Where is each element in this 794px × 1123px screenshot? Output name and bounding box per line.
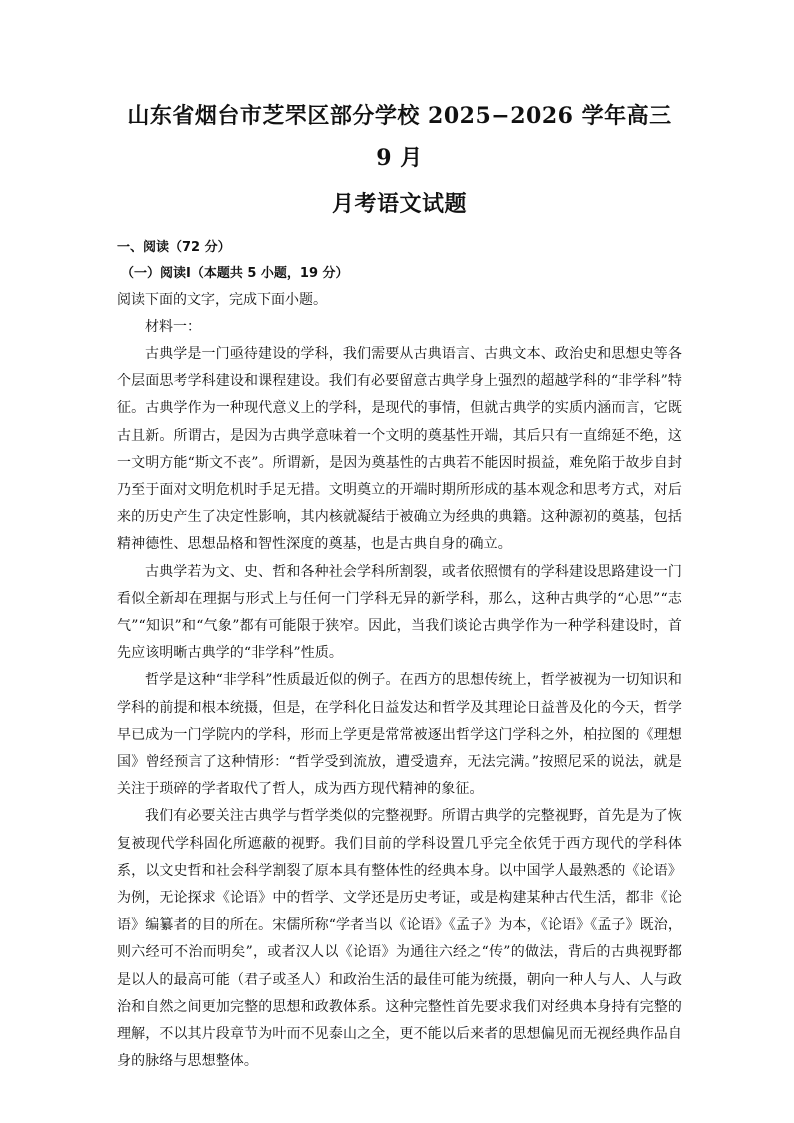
body-paragraph-1: 古典学是一门亟待建设的学科，我们需要从古典语言、古典文本、政治史和思想史等各个层面思考学科建设和课程建设。我们有必要留意古典学身上强烈的超越学科的“非学科”特征。古典学作为一种现代意义上的学科，是现代的事情，但就古典学的实质内涵而言，它既古且新。所谓古，是因为古典学意味着一个文明的奠基性开端，其后只有一直绵延不绝，这一文明方能“斯文不丧”。所谓新，是因为奠基性的古典若不能因时损益，难免陷于故步自封乃至于面对文明危机时手足无措。文明奠立的开端时期所形成的基本观念和思考方式，对后来的历史产生了决定性影响，其内核就凝结于被确立为经典的典籍。这种源初的奠基，包括精神德性、思想品格和智性深度的奠基，也是古典自身的确立。 [117, 346, 682, 553]
body-paragraph-2: 古典学若为文、史、哲和各种社会学科所割裂，或者依照惯有的学科建设思路建设一门看似全新却在理据与形式上与任何一门学科无异的新学科，那么，这种古典学的“心思”“志气”“知识”和“气象”都有可能限于狭窄。因此，当我们谈论古典学作为一种学科建设时，首先应该明晰古典学的“非学科”性质。 [117, 563, 682, 662]
document-title-line-1: 山东省烟台市芝罘区部分学校 2025−2026 学年高三 9 月 [127, 103, 672, 171]
section-heading: 一、阅读（72 分） [117, 240, 231, 255]
body-paragraph-3: 哲学是这种“非学科”性质最近似的例子。在西方的思想传统上，哲学被视为一切知识和学科的前提和根本统摄，但是，在学科化日益发达和哲学及其理论日益普及化的今天，哲学早已成为一门学院内的学科，形而上学更是常常被逐出哲学这门学科之外，柏拉图的《理想国》曾经预言了这种情形：“哲学受到流放，遭受遗弃，无法完满。”按照尼采的说法，就是关注于琐碎的学者取代了哲人，成为西方现代精神的象征。 [117, 672, 682, 798]
body-paragraph-4: 我们有必要关注古典学与哲学类似的完整视野。所谓古典学的完整视野，首先是为了恢复被现代学科固化所遮蔽的视野。我们目前的学科设置几乎完全依凭于西方现代的学科体系，以文史哲和社会科学割裂了原本具有整体性的经典本身。以中国学人最熟悉的《论语》为例，无论探求《论语》中的哲学、文学还是历史考证，或是构建某种古代生活，都非《论语》编纂者的目的所在。宋儒所称“学者当以《论语》《孟子》为本，《论语》《孟子》既治，则六经可不治而明矣”，或者汉人以《论语》为通往六经之“传”的做法，背后的古典视野都是以人的最高可能（君子或圣人）和政治生活的最佳可能为统摄，朝向一种人与人、人与政治和自然之间更加完整的思想和政教体系。这种完整性首先要求我们对经典本身持有完整的理解，不以其片段章节为叶而不见泰山之全，更不能以后来者的思想偏见而无视经典作品自身的脉络与思想整体。 [117, 808, 682, 1070]
document-title-line-2: 月考语文试题 [331, 191, 467, 217]
subsection-heading: （一）阅读Ⅰ（本题共 5 小题，19 分） [121, 266, 349, 281]
material-label: 材料一： [145, 319, 201, 335]
instruction-text: 阅读下面的文字，完成下面小题。 [117, 292, 327, 308]
